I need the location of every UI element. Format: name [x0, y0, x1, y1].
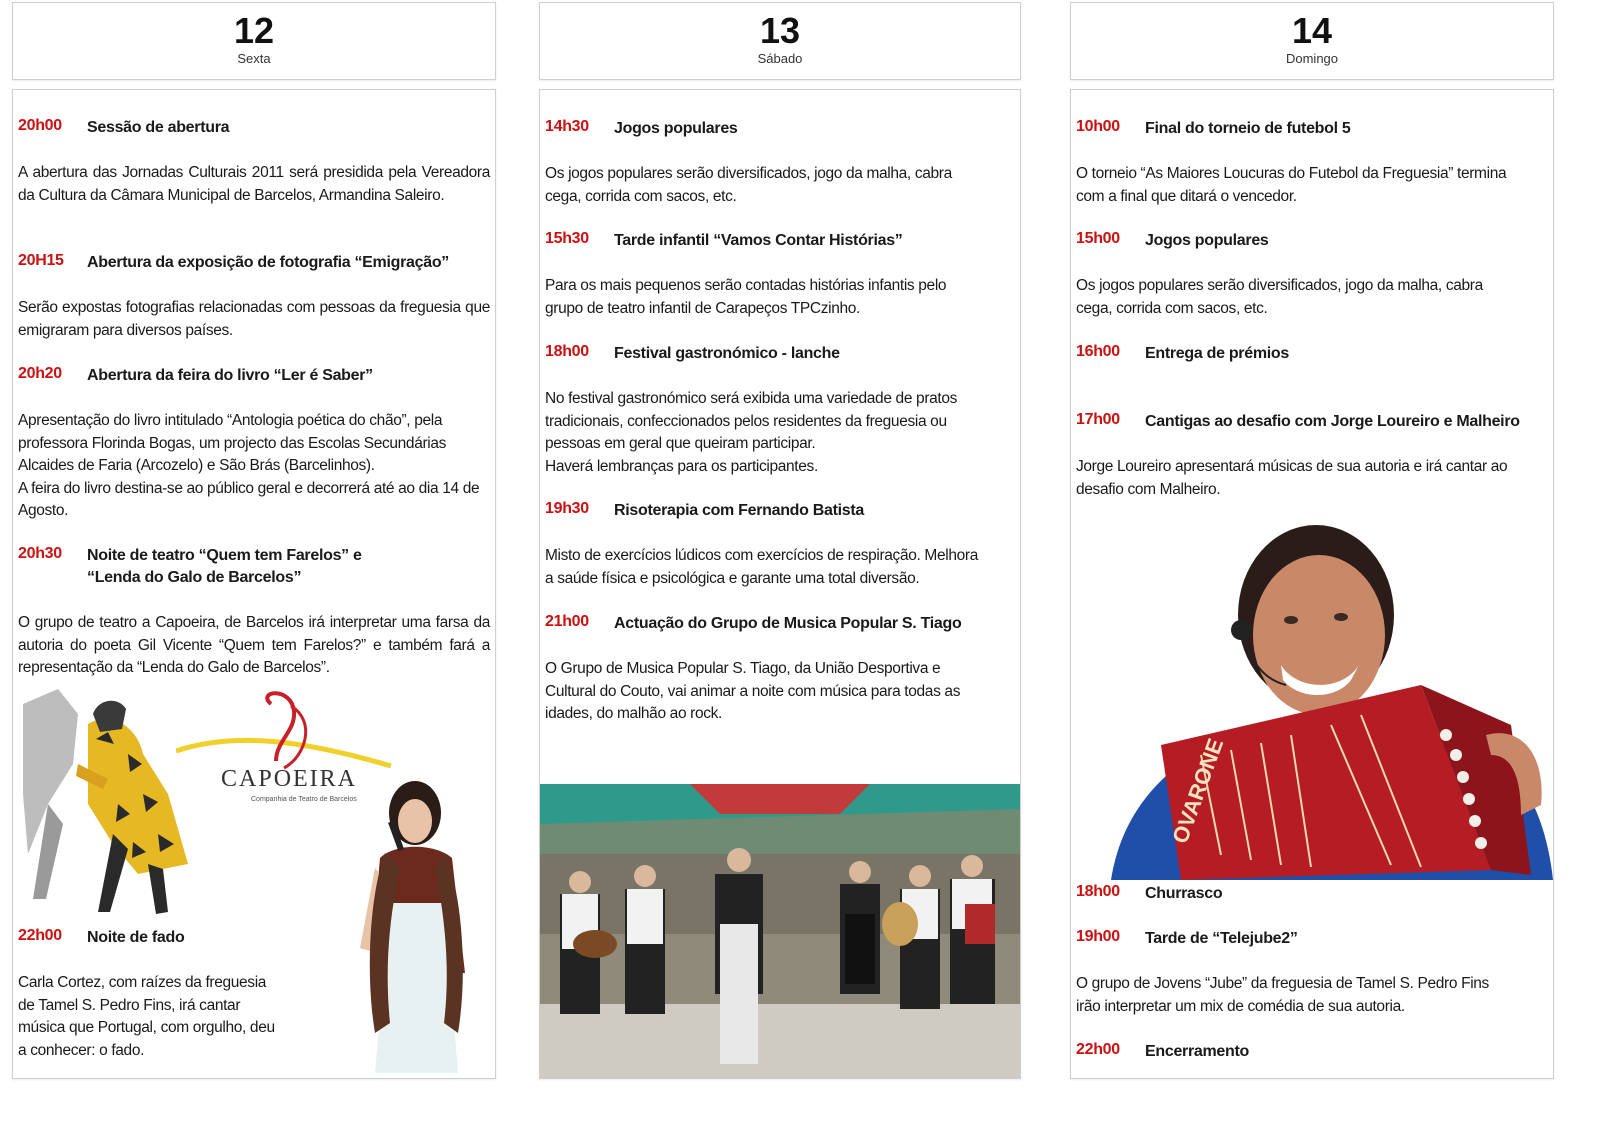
event-description-line: Jorge Loureiro apresentará músicas de sua autoria e irá cantar ao — [1076, 458, 1508, 475]
event-title: Actuação do Grupo de Musica Popular S. Tiago — [614, 615, 962, 632]
event-time: 10h00 — [1076, 118, 1120, 135]
event-title: Abertura da feira do livro “Ler é Saber” — [87, 367, 373, 384]
event-time: 21h00 — [545, 613, 589, 630]
day-panel-13 — [539, 89, 1021, 1079]
capoeira-logo-text: CAPOEIRA — [221, 766, 358, 792]
event-time: 18h00 — [1076, 883, 1120, 900]
event-final-torneio — [1076, 118, 1548, 208]
event-description: Apresentação do livro intitulado “Antologia poética do chão”, pela professora Florinda Bogas, um projecto das Escolas Secundárias Alcaides de Faria (Arcozelo) e São Brás (Barcelinhos). — [18, 412, 447, 474]
event-jogos-populares — [545, 118, 1015, 208]
capoeira-logo-subtext: Companhia de Teatro de Barcelos — [251, 796, 357, 803]
event-title-line2: “Lenda do Galo de Barcelos” — [87, 569, 302, 586]
event-description-line: pessoas em geral que queiram participar. — [545, 435, 816, 452]
day-number: 12 — [233, 10, 275, 51]
event-title: Tarde de “Telejube2” — [1145, 930, 1298, 947]
event-time: 22h00 — [1076, 1041, 1120, 1058]
day-number: 13 — [759, 10, 801, 51]
event-cantigas-desafio — [1076, 411, 1548, 501]
event-actuacao-grupo — [545, 613, 1015, 726]
day-name: Sábado — [757, 51, 803, 66]
event-title: Noite de teatro “Quem tem Farelos” e — [87, 547, 362, 564]
event-time: 15h30 — [545, 230, 589, 247]
event-description-line: O torneio “As Maiores Loucuras do Futebol da Freguesia” termina — [1076, 165, 1507, 182]
theatre-figure-illustration — [18, 684, 198, 919]
event-time: 19h00 — [1076, 928, 1120, 945]
event-title: Encerramento — [1145, 1043, 1249, 1060]
day-panel-14 — [1070, 89, 1554, 1079]
event-description-line: a conhecer: o fado. — [18, 1041, 145, 1059]
event-risoterapia — [545, 500, 1015, 590]
event-description-line: idades, do malhão ao rock. — [545, 705, 723, 722]
event-description-line: de Tamel S. Pedro Fins, irá cantar — [18, 996, 241, 1014]
day-name: Sexta — [237, 51, 271, 66]
event-description-2: A feira do livro destina-se ao público geral e decorrerá até ao dia 14 de Agosto. — [18, 479, 480, 519]
event-sessao-abertura — [18, 117, 490, 207]
event-encerramento — [1076, 1041, 1548, 1063]
event-jogos-populares-domingo — [1076, 230, 1548, 320]
accordion-brand-text: OVARONE — [1167, 735, 1229, 847]
event-time: 20h20 — [18, 365, 62, 382]
event-description-line: Os jogos populares serão diversificados, jogo da malha, cabra — [1076, 277, 1483, 294]
event-title: Entrega de prémios — [1145, 345, 1289, 362]
day-panel-12 — [12, 89, 496, 1079]
day-header-13 — [539, 2, 1021, 80]
event-time: 16h00 — [1076, 343, 1120, 360]
event-description-line: Misto de exercícios lúdicos com exercícios de respiração. Melhora — [545, 547, 978, 564]
event-title: Tarde infantil “Vamos Contar Histórias” — [614, 232, 903, 249]
event-title: Noite de fado — [87, 929, 185, 946]
event-description: A abertura das Jornadas Culturais 2011 será presidida pela Vereadora da Cultura da Câmara Municipal de Barcelos, Armandina Saleiro. — [18, 164, 490, 204]
event-description-line: cega, corrida com sacos, etc. — [1076, 299, 1268, 317]
event-churrasco — [1076, 883, 1548, 905]
event-description-line: Carla Cortez, com raízes da freguesia — [18, 974, 267, 991]
event-description-line: música que Portugal, com orgulho, deu — [18, 1019, 275, 1036]
event-description-line: tradicionais, confeccionados pelos residentes da freguesia ou — [545, 412, 947, 430]
event-entrega-premios — [1076, 343, 1548, 365]
event-title: Festival gastronómico - lanche — [614, 345, 840, 362]
event-title: Sessão de abertura — [87, 119, 230, 136]
event-description-line: Haverá lembranças para os participantes. — [545, 457, 818, 475]
event-description-line: O Grupo de Musica Popular S. Tiago, da União Desportiva e — [545, 660, 941, 677]
event-description-line: Os jogos populares serão diversificados, jogo da malha, cabra — [545, 165, 952, 182]
event-time: 14h30 — [545, 118, 589, 135]
event-description-line: grupo de teatro infantil de Carapeços TPCzinho. — [545, 299, 860, 317]
event-description-line: a saúde física e psicológica e garante uma total diversão. — [545, 569, 920, 587]
event-time: 20h30 — [18, 545, 62, 562]
day-header-14 — [1070, 2, 1554, 80]
event-fado — [18, 927, 490, 1062]
event-time: 20H15 — [18, 252, 64, 269]
event-time: 17h00 — [1076, 411, 1120, 428]
event-title: Risoterapia com Fernando Batista — [614, 502, 865, 519]
event-description: Serão expostas fotografias relacionadas com pessoas da freguesia que emigraram para diversos países. — [18, 299, 490, 339]
event-festival-gastronomico — [545, 343, 1015, 478]
event-title: Cantigas ao desafio com Jorge Loureiro e Malheiro — [1145, 413, 1520, 430]
event-title: Jogos populares — [1145, 232, 1269, 249]
event-description-line: cega, corrida com sacos, etc. — [545, 187, 737, 205]
event-title: Final do torneio de futebol 5 — [1145, 120, 1351, 137]
event-time: 22h00 — [18, 927, 62, 944]
event-description-line: No festival gastronómico será exibida uma variedade de pratos — [545, 390, 958, 407]
band-performance-photo — [540, 784, 1020, 1078]
accordion-player-photo — [1091, 515, 1553, 880]
event-feira-livro — [18, 365, 490, 523]
event-description: O grupo de teatro a Capoeira, de Barcelos irá interpretar uma farsa da autoria do poeta Gil Vicente “Quem tem Farelos?” e também fará a representação da “Lenda do Galo de Barcelos”. — [18, 614, 490, 676]
day-number: 14 — [1291, 10, 1333, 51]
event-description-line: desafio com Malheiro. — [1076, 480, 1221, 498]
event-title: Jogos populares — [614, 120, 738, 137]
event-telejube — [1076, 928, 1548, 1018]
event-description-line: O grupo de Jovens “Jube” da freguesia de Tamel S. Pedro Fins — [1076, 975, 1489, 992]
event-description-line: Para os mais pequenos serão contadas histórias infantis pelo — [545, 277, 947, 294]
event-teatro — [18, 545, 490, 680]
event-time: 20h00 — [18, 117, 62, 134]
event-title: Churrasco — [1145, 885, 1223, 902]
day-header-12 — [12, 2, 496, 80]
event-exposicao — [18, 252, 490, 342]
event-tarde-infantil — [545, 230, 1015, 320]
event-time: 18h00 — [545, 343, 589, 360]
event-description-line: com a final que ditará o vencedor. — [1076, 187, 1297, 205]
event-time: 19h30 — [545, 500, 589, 517]
day-name: Domingo — [1285, 51, 1339, 66]
event-description-line: irão interpretar um mix de comédia de sua autoria. — [1076, 997, 1405, 1015]
event-title: Abertura da exposição de fotografia “Emigração” — [87, 254, 449, 271]
event-description-line: Cultural do Couto, vai animar a noite com música para todas as — [545, 682, 961, 700]
event-time: 15h00 — [1076, 230, 1120, 247]
